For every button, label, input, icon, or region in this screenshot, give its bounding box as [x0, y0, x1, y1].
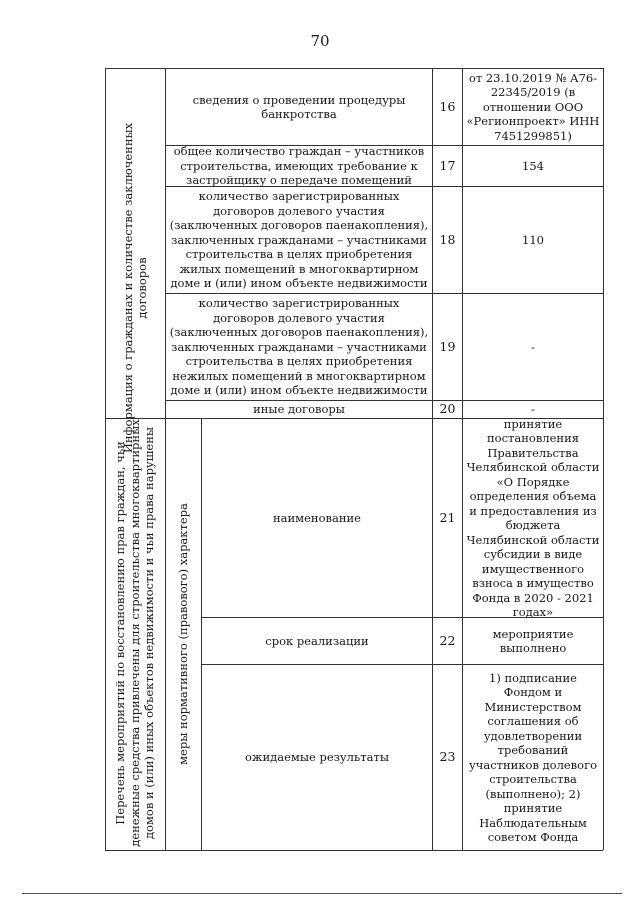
section-measures: Перечень мероприятий по восстановлению прав граждан, чьи денежные средства привлечены для строительства многоквартирных домов и (или) иных объектов недвижимости и чьи права нарушены	[113, 419, 157, 847]
row-18-value: 110	[522, 232, 544, 247]
row-20-label: иные договоры	[253, 402, 345, 417]
row-17-label: общее количество граждан – участников строительства, имеющих требование к застройщику о передаче помещений	[173, 146, 425, 186]
row-19-label: количество зарегистрированных договоров долевого участия (заключенных договоров паенакопления), заключенных гражданами – участниками строительства в целях приобретения нежилых помещений в многоквартирном доме и (или) ином объекте недвижимости	[169, 296, 429, 398]
row-19-number: 19	[439, 338, 456, 354]
section-normative-measures: меры нормативного (правового) характера	[175, 503, 190, 765]
table-border-right	[603, 68, 604, 850]
scan-edge-rule	[22, 893, 622, 894]
row-20-number: 20	[439, 401, 456, 417]
row-16-value: от 23.10.2019 № А76-22345/2019 (в отношении ООО «Регионпроект» ИНН 7451299851)	[466, 70, 600, 143]
row-22-label: срок реализации	[265, 633, 369, 648]
row-17-number: 17	[439, 157, 456, 173]
row-23-value: 1) подписание Фондом и Министерством соглашения об удовлетворении требований участников долевого строительства (выполнено); 2) принятие Наблюдательным советом Фонда	[468, 670, 598, 844]
row-17-value: 154	[522, 158, 544, 173]
row-18-label: количество зарегистрированных договоров долевого участия (заключенных договоров паенакопления), заключенных гражданами – участниками строительства в целях приобретения жилых помещений в многоквартирном доме и (или) ином объекте недвижимости	[169, 189, 429, 291]
page-number: 70	[310, 32, 330, 50]
row-18-number: 18	[439, 231, 456, 247]
row-21-label: наименование	[273, 510, 361, 525]
section-info-citizens: Информация о гражданах и количестве заключенных договоров	[120, 122, 149, 454]
row-16-label: сведения о проведении процедуры банкротства	[192, 92, 406, 121]
row-21-number: 21	[439, 509, 456, 525]
row-21-value: принятие постановления Правительства Челябинской области «О Порядке определения объема и предоставления из бюджета Челябинской области субсидии в виде имущественного взноса в имущество Фонда в 2020 - 2021 годах»	[466, 419, 600, 617]
row-19-value: -	[531, 339, 535, 354]
row-22-number: 22	[439, 632, 456, 648]
row-22-value: мероприятие выполнено	[492, 626, 574, 655]
row-20-value: -	[531, 402, 535, 417]
row-23-label: ожидаемые результаты	[245, 750, 389, 765]
row-16-number: 16	[439, 98, 456, 114]
row-23-number: 23	[439, 749, 456, 765]
table-border-bottom	[105, 850, 603, 851]
